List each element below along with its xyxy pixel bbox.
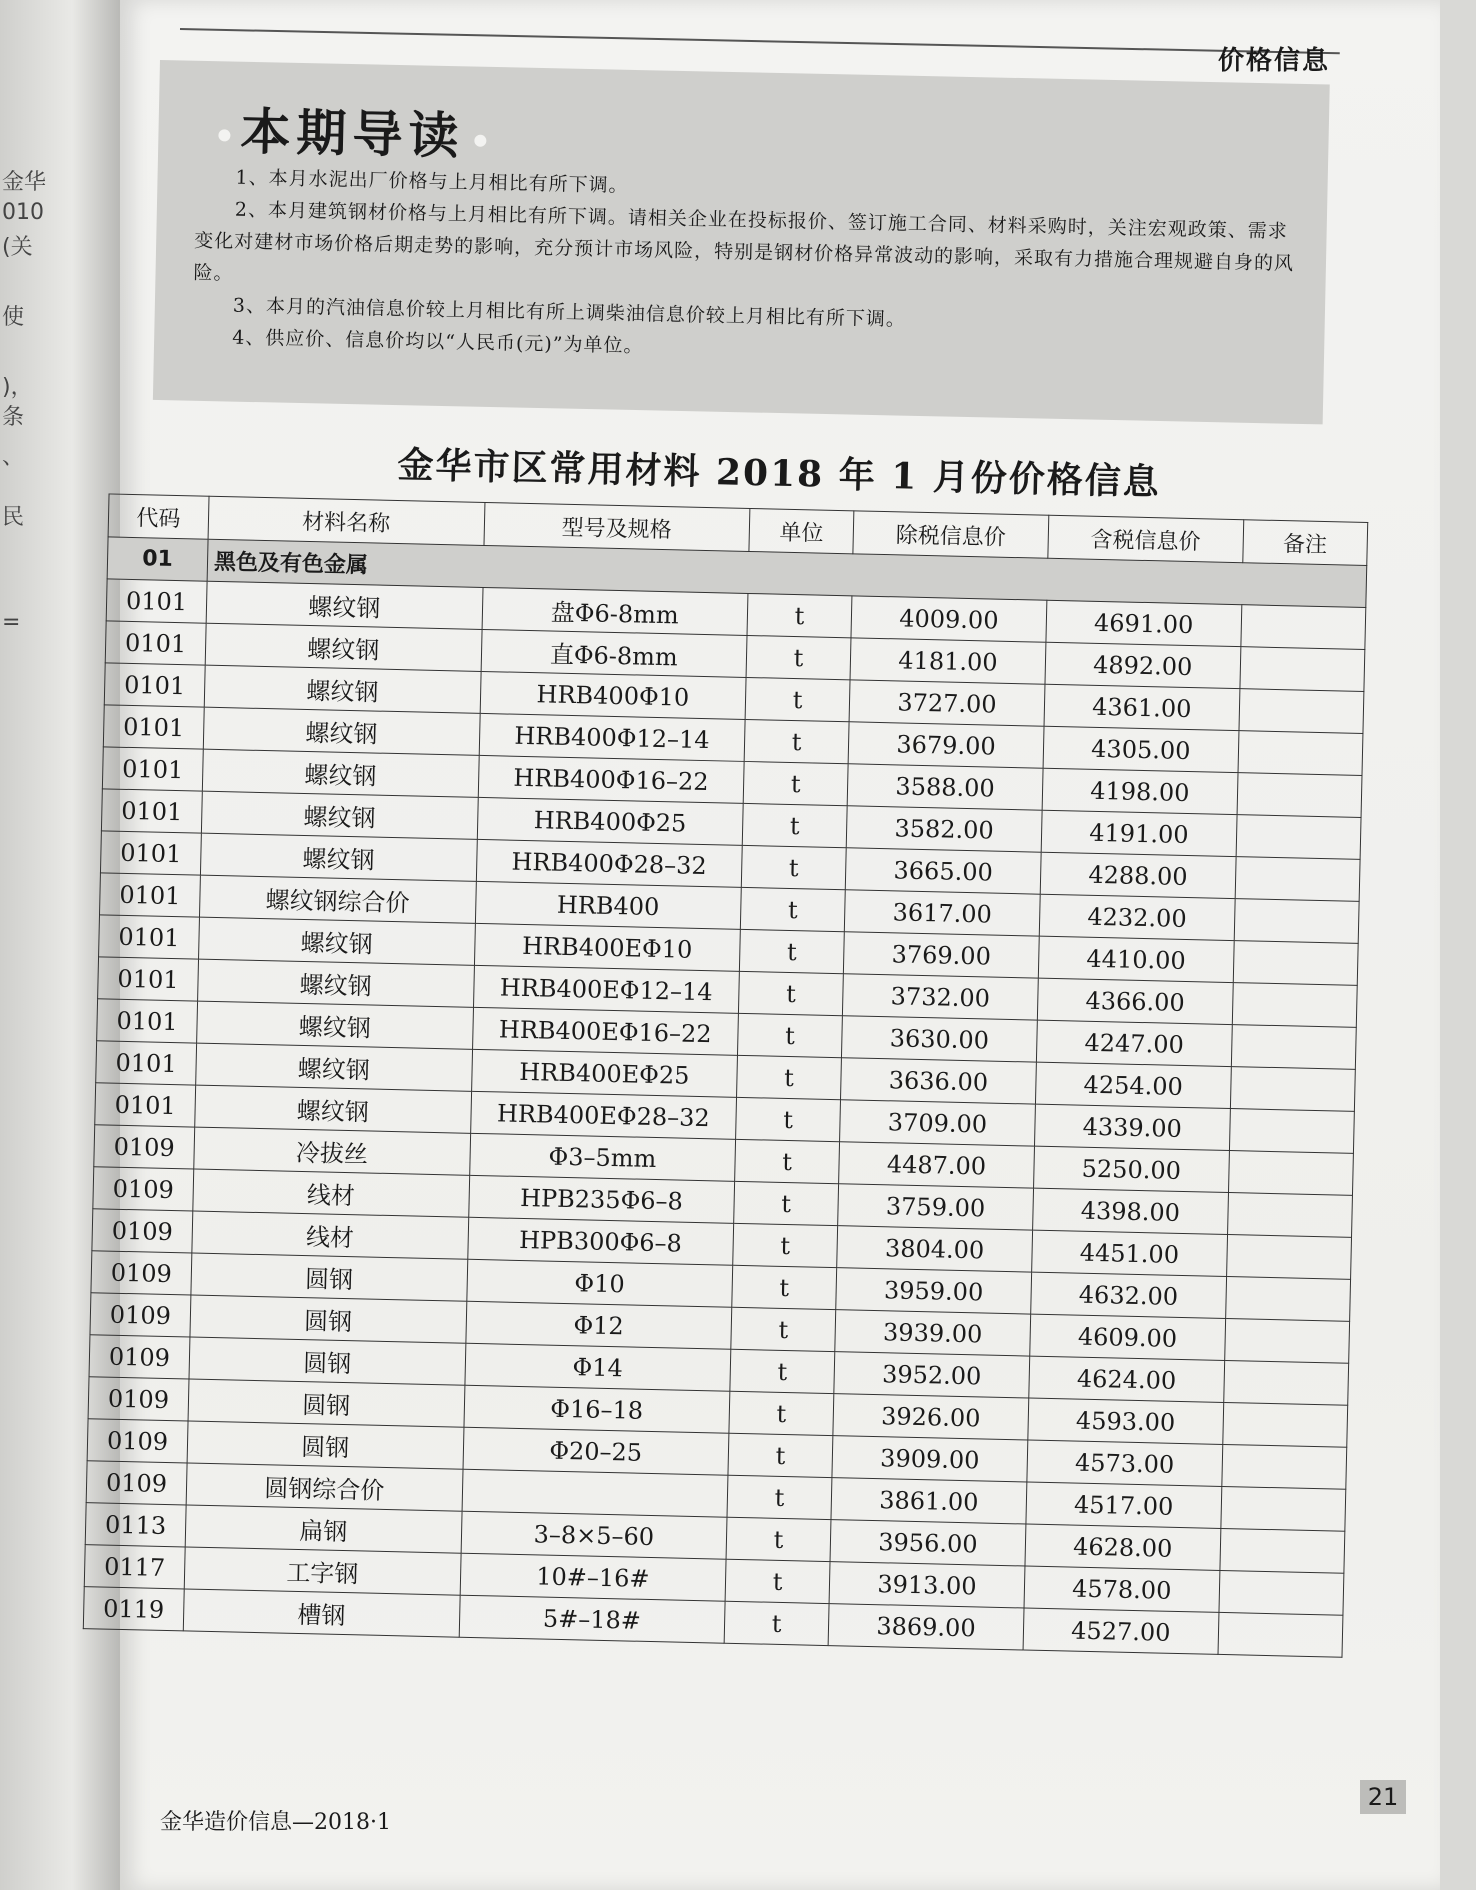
row-spec: HRB400EΦ12–14 [473, 965, 739, 1013]
row-price-inc-tax: 4247.00 [1036, 1020, 1232, 1066]
row-code: 0113 [85, 1503, 186, 1547]
row-price-inc-tax: 4628.00 [1025, 1524, 1221, 1570]
row-unit: t [728, 1433, 833, 1477]
row-code: 0109 [91, 1251, 192, 1295]
row-code: 0101 [102, 747, 203, 791]
row-code: 0109 [88, 1377, 189, 1421]
row-unit: t [733, 1223, 838, 1267]
row-material: 槽钢 [183, 1589, 460, 1637]
row-unit: t [739, 971, 844, 1015]
row-material: 螺纹钢 [202, 749, 479, 797]
intro-paragraph: 4、供应价、信息价均以“人民币(元)”为单位。 [231, 326, 644, 358]
row-material: 冷拔丝 [194, 1127, 471, 1175]
row-material: 螺纹钢 [200, 833, 477, 881]
row-unit: t [740, 887, 845, 931]
bullet-dot-icon [474, 134, 486, 146]
row-price-inc-tax: 4254.00 [1035, 1062, 1231, 1108]
row-spec: HRB400EΦ28–32 [470, 1091, 736, 1139]
row-price-inc-tax: 4573.00 [1027, 1440, 1223, 1486]
header-unit: 单位 [749, 508, 854, 553]
row-spec: Φ14 [464, 1343, 730, 1391]
row-unit: t [742, 803, 847, 847]
row-price-ex-tax: 3804.00 [837, 1226, 1033, 1272]
row-price-ex-tax: 3679.00 [848, 722, 1044, 768]
row-price-ex-tax: 3630.00 [842, 1016, 1038, 1062]
row-note [1224, 1318, 1349, 1363]
row-unit: t [724, 1601, 829, 1645]
left-page-fragment: = [2, 610, 21, 635]
row-unit: t [734, 1181, 839, 1225]
row-price-inc-tax: 4410.00 [1038, 936, 1234, 982]
row-price-ex-tax: 3939.00 [835, 1310, 1031, 1356]
row-spec [462, 1469, 728, 1517]
header-rule [180, 28, 1340, 54]
header-spec: 型号及规格 [484, 502, 750, 551]
row-spec: HRB400EΦ10 [474, 923, 740, 971]
row-spec: Φ16–18 [464, 1385, 730, 1433]
left-page-fragment: 金华 [2, 170, 47, 195]
row-code: 0109 [89, 1335, 190, 1379]
document-page [102, 0, 1440, 1890]
header-price-ex-tax: 除税信息价 [853, 511, 1049, 558]
row-material: 螺纹钢 [198, 917, 475, 965]
header-price-inc-tax: 含税信息价 [1048, 515, 1244, 562]
row-note [1227, 1193, 1352, 1238]
row-price-ex-tax: 3759.00 [838, 1184, 1034, 1230]
intro-title-text: 本期导读 [239, 102, 466, 166]
row-price-ex-tax: 3769.00 [843, 932, 1039, 978]
row-code: 0117 [84, 1545, 185, 1589]
row-material: 螺纹钢 [198, 959, 475, 1007]
row-note [1237, 773, 1362, 818]
row-code: 0101 [95, 1083, 196, 1127]
row-spec: 5#–18# [459, 1595, 725, 1643]
row-price-ex-tax: 3709.00 [840, 1100, 1036, 1146]
row-note [1233, 941, 1358, 986]
row-code: 0101 [99, 915, 200, 959]
row-spec: HPB300Φ6–8 [467, 1217, 733, 1265]
row-note [1220, 1528, 1345, 1573]
row-price-inc-tax: 4232.00 [1039, 894, 1235, 940]
row-material: 圆钢综合价 [186, 1463, 463, 1511]
row-note [1235, 857, 1360, 902]
row-material: 螺纹钢 [204, 665, 481, 713]
row-price-ex-tax: 4487.00 [839, 1142, 1035, 1188]
row-price-inc-tax: 4527.00 [1023, 1608, 1219, 1654]
row-price-ex-tax: 3909.00 [832, 1436, 1028, 1482]
row-spec: HRB400Φ10 [480, 671, 746, 719]
row-material: 螺纹钢 [205, 623, 482, 671]
row-code: 0109 [92, 1209, 193, 1253]
row-material: 螺纹钢 [196, 1043, 473, 1091]
row-price-ex-tax: 3926.00 [833, 1394, 1029, 1440]
row-spec: HRB400 [475, 881, 741, 929]
row-note [1228, 1151, 1353, 1196]
row-note [1219, 1570, 1344, 1615]
row-price-inc-tax: 4398.00 [1032, 1188, 1228, 1234]
row-material: 螺纹钢 [206, 581, 483, 629]
row-material: 工字钢 [184, 1547, 461, 1595]
row-code: 0101 [103, 705, 204, 749]
row-price-inc-tax: 4632.00 [1031, 1272, 1227, 1318]
row-spec: 3–8×5–60 [461, 1511, 727, 1559]
row-unit: t [738, 1013, 843, 1057]
row-spec: HPB235Φ6–8 [468, 1175, 734, 1223]
row-price-ex-tax: 3956.00 [830, 1520, 1026, 1566]
row-unit: t [735, 1139, 840, 1183]
row-price-ex-tax: 3727.00 [849, 680, 1045, 726]
intro-paragraph: 3、本月的汽油信息价较上月相比有所上调柴油信息价较上月相比有所下调。 [232, 294, 907, 331]
row-unit: t [727, 1475, 832, 1519]
row-spec: HRB400Φ16–22 [478, 755, 744, 803]
bullet-dot-icon [218, 129, 230, 141]
row-price-ex-tax: 3582.00 [846, 806, 1042, 852]
row-unit: t [737, 1055, 842, 1099]
row-price-ex-tax: 3869.00 [828, 1604, 1024, 1650]
row-code: 0101 [100, 831, 201, 875]
row-price-ex-tax: 3588.00 [847, 764, 1043, 810]
row-price-ex-tax: 3636.00 [841, 1058, 1037, 1104]
row-price-ex-tax: 3732.00 [842, 974, 1038, 1020]
intro-text [192, 161, 1296, 376]
row-price-ex-tax: 3959.00 [836, 1268, 1032, 1314]
row-material: 螺纹钢 [195, 1085, 472, 1133]
row-spec: HRB400EΦ16–22 [472, 1007, 738, 1055]
row-unit: t [725, 1559, 830, 1603]
row-note [1221, 1486, 1346, 1531]
row-price-ex-tax: 3952.00 [834, 1352, 1030, 1398]
row-note [1241, 605, 1366, 650]
row-price-ex-tax: 3913.00 [829, 1562, 1025, 1608]
row-unit: t [741, 845, 846, 889]
row-note [1225, 1276, 1350, 1321]
header-note: 备注 [1243, 520, 1368, 566]
left-page-fragment: 010 [2, 200, 44, 225]
row-note [1230, 1067, 1355, 1112]
row-unit: t [746, 635, 851, 679]
publication-footer: 金华造价信息—2018·1 [160, 1810, 391, 1835]
row-price-inc-tax: 4451.00 [1032, 1230, 1228, 1276]
row-price-inc-tax: 4361.00 [1044, 684, 1240, 730]
row-unit: t [729, 1391, 834, 1435]
row-spec: Φ10 [466, 1259, 732, 1307]
row-code: 0109 [90, 1293, 191, 1337]
row-unit: t [726, 1517, 831, 1561]
intro-paragraph: 1、本月水泥出厂价格与上月相比有所下调。 [235, 166, 629, 197]
table-title: 金华市区常用材料 2018 年 1 月份价格信息 [397, 443, 1162, 504]
category-name: 黑色及有色金属 [207, 539, 1367, 607]
left-page-fragment: 民 [2, 505, 25, 530]
row-material: 线材 [193, 1169, 470, 1217]
row-code: 0109 [93, 1167, 194, 1211]
row-price-inc-tax: 4892.00 [1045, 642, 1241, 688]
row-price-inc-tax: 4609.00 [1030, 1314, 1226, 1360]
row-unit: t [731, 1307, 836, 1351]
row-note [1238, 731, 1363, 776]
row-price-inc-tax: 4624.00 [1029, 1356, 1225, 1402]
row-note [1236, 815, 1361, 860]
row-price-inc-tax: 5250.00 [1033, 1146, 1229, 1192]
row-code: 0101 [105, 621, 206, 665]
row-material: 螺纹钢 [203, 707, 480, 755]
intro-paragraph: 2、本月建筑钢材价格与上月相比有所下调。请相关企业在投标报价、签订施工合同、材料采购时，关注宏观政策、需求变化对建材市场价格后期走势的影响，充分预计市场风险，特别是钢材价格异常波动的影响，采取有力措施合理规避自身的风险。 [193, 198, 1295, 285]
left-page-fragment: 使 [2, 305, 25, 330]
row-unit: t [732, 1265, 837, 1309]
row-spec: Φ3–5mm [469, 1133, 735, 1181]
row-price-inc-tax: 4691.00 [1046, 600, 1242, 646]
row-unit: t [739, 929, 844, 973]
intro-box [153, 60, 1330, 424]
row-code: 0101 [100, 873, 201, 917]
header-code: 代码 [108, 494, 209, 539]
row-unit: t [745, 677, 850, 721]
row-price-inc-tax: 4305.00 [1043, 726, 1239, 772]
row-spec: Φ20–25 [463, 1427, 729, 1475]
intro-title [208, 91, 497, 169]
row-price-ex-tax: 4009.00 [851, 596, 1047, 642]
row-unit: t [744, 719, 849, 763]
row-code: 0101 [96, 1041, 197, 1085]
row-material: 圆钢 [188, 1379, 465, 1427]
row-spec: HRB400EΦ25 [471, 1049, 737, 1097]
row-spec: 盘Φ6-8mm [482, 587, 748, 635]
row-code: 0119 [83, 1587, 184, 1631]
row-code: 0101 [101, 789, 202, 833]
row-material: 圆钢 [191, 1253, 468, 1301]
row-price-inc-tax: 4191.00 [1041, 810, 1237, 856]
category-code: 01 [107, 537, 208, 581]
row-price-ex-tax: 3617.00 [844, 890, 1040, 936]
row-code: 0109 [94, 1125, 195, 1169]
left-page-fragment: 条 [2, 405, 25, 430]
row-note [1218, 1612, 1343, 1657]
row-code: 0101 [97, 999, 198, 1043]
row-price-inc-tax: 4578.00 [1024, 1566, 1220, 1612]
row-price-inc-tax: 4288.00 [1040, 852, 1236, 898]
row-unit: t [736, 1097, 841, 1141]
row-note [1223, 1402, 1348, 1447]
row-note [1222, 1444, 1347, 1489]
left-page-fragment: )， [2, 375, 33, 400]
row-material: 线材 [192, 1211, 469, 1259]
row-spec: HRB400Φ28–32 [476, 839, 742, 887]
row-unit: t [730, 1349, 835, 1393]
row-note [1240, 647, 1365, 692]
row-unit: t [747, 593, 852, 637]
row-material: 扁钢 [185, 1505, 462, 1553]
row-code: 0101 [98, 957, 199, 1001]
row-price-inc-tax: 4517.00 [1026, 1482, 1222, 1528]
row-code: 0101 [106, 579, 207, 623]
row-note [1234, 899, 1359, 944]
price-table-section [63, 430, 1380, 1658]
row-price-ex-tax: 4181.00 [850, 638, 1046, 684]
row-spec: HRB400Φ25 [477, 797, 743, 845]
row-spec: Φ12 [465, 1301, 731, 1349]
row-price-inc-tax: 4593.00 [1028, 1398, 1224, 1444]
left-page-fragment: 、 [2, 445, 25, 470]
row-material: 圆钢 [190, 1295, 467, 1343]
row-spec: 直Φ6-8mm [481, 629, 747, 677]
row-price-inc-tax: 4198.00 [1042, 768, 1238, 814]
row-spec: HRB400Φ12–14 [479, 713, 745, 761]
row-price-ex-tax: 3665.00 [845, 848, 1041, 894]
row-note [1231, 1025, 1356, 1070]
row-note [1229, 1109, 1354, 1154]
row-material: 螺纹钢 [201, 791, 478, 839]
row-note [1226, 1235, 1351, 1280]
row-price-inc-tax: 4339.00 [1034, 1104, 1230, 1150]
row-spec: 10#–16# [460, 1553, 726, 1601]
row-unit: t [743, 761, 848, 805]
row-material: 圆钢 [189, 1337, 466, 1385]
row-code: 0101 [104, 663, 205, 707]
row-price-ex-tax: 3861.00 [831, 1478, 1027, 1524]
section-header: 价格信息 [1217, 46, 1330, 76]
row-material: 螺纹钢综合价 [199, 875, 476, 923]
row-note [1239, 689, 1364, 734]
row-code: 0109 [86, 1461, 187, 1505]
row-note [1223, 1360, 1348, 1405]
left-page-fragment: (关 [2, 235, 33, 260]
price-table [83, 493, 1368, 1657]
row-price-inc-tax: 4366.00 [1037, 978, 1233, 1024]
row-material: 螺纹钢 [197, 1001, 474, 1049]
page-number: 21 [1360, 1780, 1406, 1814]
row-note [1232, 983, 1357, 1028]
row-code: 0109 [87, 1419, 188, 1463]
header-name: 材料名称 [208, 496, 485, 545]
row-material: 圆钢 [187, 1421, 464, 1469]
